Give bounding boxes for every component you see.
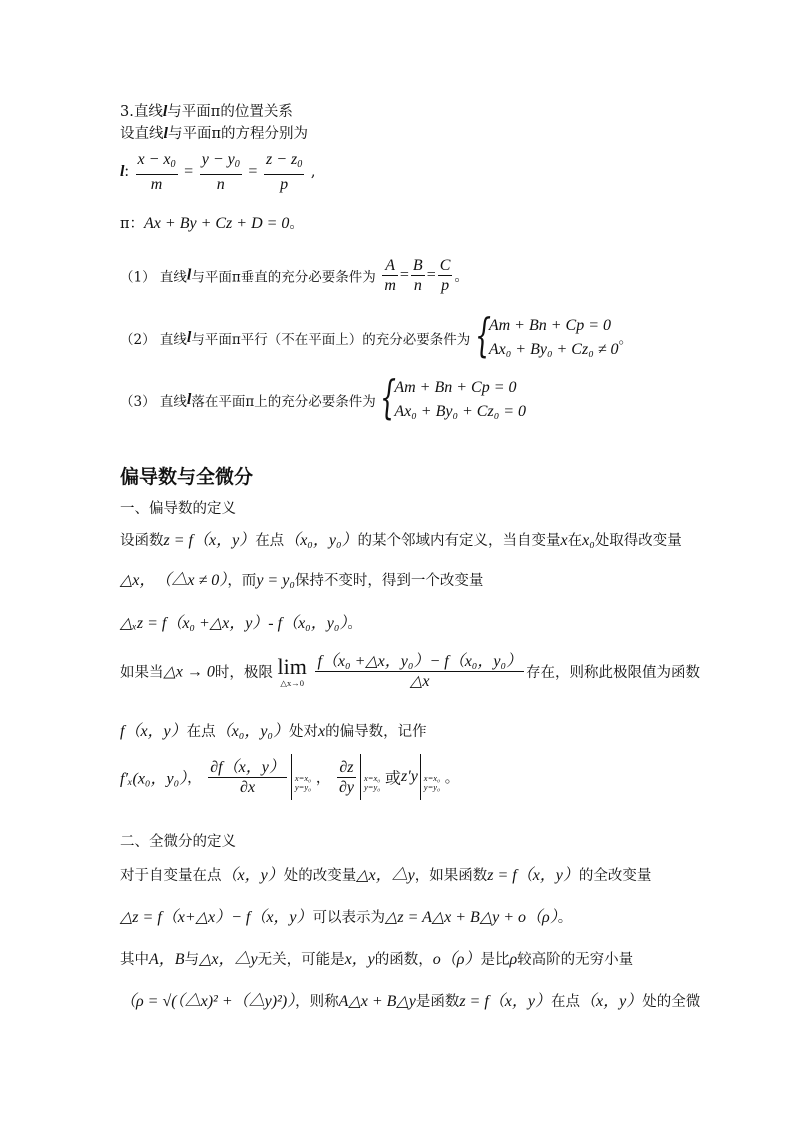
frac-den: p: [441, 277, 450, 294]
text: ，则称: [295, 994, 339, 1010]
frac-den: △x: [410, 673, 430, 690]
plane-label: π：: [120, 216, 145, 232]
math: x: [560, 532, 568, 549]
text: 处取得改变量: [594, 533, 682, 549]
frac-num: y − y: [201, 151, 235, 168]
math: y = y₀: [256, 572, 295, 589]
fraction-x: $\frac{x - x_0}{m}$: [137, 151, 176, 193]
frac-den: n: [216, 176, 225, 193]
text: 无关，可能是: [257, 952, 345, 968]
paragraph-line: [120, 946, 633, 969]
bar-sub: y=y₀: [363, 782, 381, 792]
math: △x → 0: [163, 663, 215, 681]
equation-system: { Am + Bn + Cp = 0 Ax₀ + By₀ + Cz₀ ≠ 0: [474, 308, 619, 362]
lim-sub: △x→0: [280, 677, 304, 688]
math: △x，△y: [356, 867, 415, 884]
frac-num: C: [439, 257, 451, 274]
text: 处的全微: [642, 994, 701, 1010]
math: z′y: [400, 768, 418, 785]
bar-sub: x=x₀: [363, 773, 381, 783]
math: ρ: [509, 951, 518, 968]
fraction-z: $\frac{z - z_0}{p}$: [266, 151, 303, 193]
text: 如果当: [120, 665, 164, 681]
section-heading: 偏导数与全微分: [120, 466, 254, 488]
plane-equation: [120, 212, 304, 233]
system-row-2: Ax₀ + By₀ + Cz₀ = 0: [394, 403, 527, 420]
text: ，而: [227, 573, 257, 589]
math: △x，: [120, 572, 156, 589]
section-title: [120, 100, 293, 121]
text: 其中: [120, 952, 149, 968]
math: （x₀，y₀）: [284, 532, 358, 549]
frac-num: B: [412, 257, 423, 274]
text: 可以表示为: [312, 910, 386, 926]
math: z = f（x，y）: [487, 867, 579, 884]
text: 较高阶的无穷小量: [517, 952, 634, 968]
frac-den: ∂x: [240, 778, 256, 796]
text: 处对: [289, 724, 318, 740]
math: z = f（x，y）: [459, 993, 552, 1010]
limit-operator: [277, 653, 307, 688]
math: △x，△y: [199, 951, 258, 968]
lim-word: lim: [277, 653, 307, 679]
text: 在点: [551, 994, 581, 1010]
math: （x₀，y₀）: [215, 723, 289, 740]
condition-3: [120, 370, 527, 424]
system-row-1: Am + Bn + Cp = 0: [394, 379, 517, 396]
math: △z = A△x + B△y + o（ρ）: [385, 909, 558, 926]
paragraph-line: [120, 567, 483, 590]
frac-den: p: [280, 176, 289, 193]
text: 。: [347, 616, 362, 632]
plane-end: 。: [289, 216, 304, 232]
text: 在点: [186, 724, 216, 740]
bar-sub: y=y₀: [423, 782, 441, 792]
math: f（x，y）: [120, 723, 187, 740]
text: 或: [384, 768, 401, 788]
math: （x，y）: [221, 867, 284, 884]
paragraph-line: [120, 718, 427, 741]
text: 的某个邻域内有定义，当自变量: [357, 533, 561, 549]
paragraph-line: [120, 862, 651, 885]
paragraph-line: [120, 610, 362, 633]
frac-den: n: [413, 277, 422, 294]
system-row-2: Ax₀ + By₀ + Cz₀ ≠ 0: [488, 341, 619, 358]
paragraph-line: [120, 988, 700, 1011]
text: 的函数，: [374, 952, 433, 968]
text: 是比: [480, 952, 510, 968]
intro-text-b: 与平面π的方程分别为: [167, 126, 308, 142]
bar-sub: x=x₀: [294, 773, 312, 783]
text: 。: [557, 910, 573, 926]
frac-num: f（x₀ +△x，y₀）− f（x₀，y₀）: [317, 653, 523, 670]
intro-line: [120, 122, 308, 143]
title-text-rest: 与平面π的位置关系: [167, 104, 293, 120]
math: f′ₓ(x₀，y₀）: [120, 770, 188, 788]
cond-text: 与平面π平行（不在平面上）的充分必要条件为: [191, 332, 471, 348]
system-row-1: Am + Bn + Cp = 0: [488, 317, 611, 334]
paragraph-line: [120, 527, 682, 550]
cond-prefix: （3） 直线: [120, 394, 187, 410]
cond-text: 与平面π垂直的充分必要条件为: [191, 269, 376, 286]
frac-den: m: [150, 176, 163, 193]
math: △z = f（x+△x）− f（x，y）: [120, 909, 313, 926]
math: x，y: [344, 951, 375, 968]
frac-num: ∂z: [337, 758, 356, 778]
math: △ₓz = f（x₀ +△x，y）- f（x₀，y₀）: [120, 615, 348, 632]
text: 。: [444, 770, 460, 787]
math: z = f（x，y）: [163, 532, 256, 549]
limit-fraction: [315, 652, 524, 691]
bar-sub: x=x₀: [423, 773, 441, 783]
condition-2: [120, 308, 634, 362]
text: 设函数: [120, 533, 164, 549]
notation-line: [120, 754, 459, 800]
text: ，: [315, 770, 331, 787]
math: A，B: [149, 951, 185, 968]
cond-var-l: l: [186, 266, 192, 284]
frac-num: A: [382, 256, 398, 276]
plane-eq: Ax + By + Cz + D = 0: [144, 215, 290, 232]
eq-lhs: l: [120, 163, 125, 180]
text: ，如果函数: [414, 868, 488, 884]
text: 的偏导数，记作: [325, 724, 427, 740]
frac-den: ∂y: [338, 778, 354, 796]
cond-prefix: （1） 直线: [120, 269, 187, 286]
math: x: [318, 723, 326, 740]
math: o（ρ）: [432, 951, 481, 968]
math: （ρ = √(（△x)² +（△y)²)）: [120, 993, 296, 1010]
math: （△x ≠ 0）: [163, 572, 228, 589]
intro-text-a: 设直线: [120, 126, 164, 142]
equation-system: { Am + Bn + Cp = 0 Ax₀ + By₀ + Cz₀ = 0: [380, 370, 527, 424]
eval-bar: [360, 754, 385, 800]
eval-bar: [291, 754, 316, 800]
title-text: 3.直线: [120, 104, 163, 120]
bar-sub: y=y₀: [294, 782, 312, 792]
math: x₀: [582, 532, 595, 549]
eval-bar: [420, 754, 445, 800]
frac-num: ∂f（x，y）: [210, 758, 285, 776]
text: 在点: [255, 533, 285, 549]
limit-line: [120, 652, 700, 691]
cond-end: 。: [454, 269, 469, 285]
line-equation: l: $\frac{x - x_0}{m}$ = $\frac{y - y_0}{n}$ = $\frac{z - z_0}{p}$ ,: [120, 151, 316, 193]
cond-prefix: （2） 直线: [120, 332, 187, 348]
cond-end: 。: [618, 331, 634, 348]
eq-end: ,: [310, 164, 316, 180]
paragraph-line: [120, 904, 572, 927]
intro-var-l: l: [163, 125, 168, 142]
title-var-l: l: [162, 103, 168, 120]
subheading-1: 一、偏导数的定义: [120, 501, 236, 517]
cond-var-l: l: [186, 329, 192, 346]
eq-colon: :: [124, 163, 129, 180]
condition-1: （1） 直线l与平面π垂直的充分必要条件为 $\frac{A}{m}$ = $\frac{B}{n}$ = $\frac{C}{p}$ 。: [120, 257, 469, 294]
cond-var-l: l: [186, 391, 192, 408]
text: 在: [567, 533, 583, 549]
subheading-2: 二、全微分的定义: [120, 834, 236, 850]
text: 保持不变时，得到一个改变量: [294, 573, 484, 589]
frac-den: m: [384, 277, 396, 294]
text: 与: [184, 952, 200, 968]
math: （x，y）: [580, 993, 643, 1010]
text: 存在，则称此极限值为函数: [526, 665, 701, 681]
frac-num: x − x: [137, 151, 171, 168]
frac-num: z − z: [266, 151, 298, 168]
fraction-y: $\frac{y - y_0}{n}$: [201, 151, 240, 193]
text: 时，极限: [214, 665, 273, 681]
text: 对于自变量在点: [120, 868, 222, 884]
text: 是函数: [415, 994, 460, 1010]
text: ，: [187, 770, 202, 787]
math: A△x + B△y: [338, 993, 416, 1010]
text: 的全改变量: [578, 868, 652, 884]
text: 处的改变量: [283, 868, 357, 884]
cond-text: 落在平面π上的充分必要条件为: [191, 394, 376, 410]
